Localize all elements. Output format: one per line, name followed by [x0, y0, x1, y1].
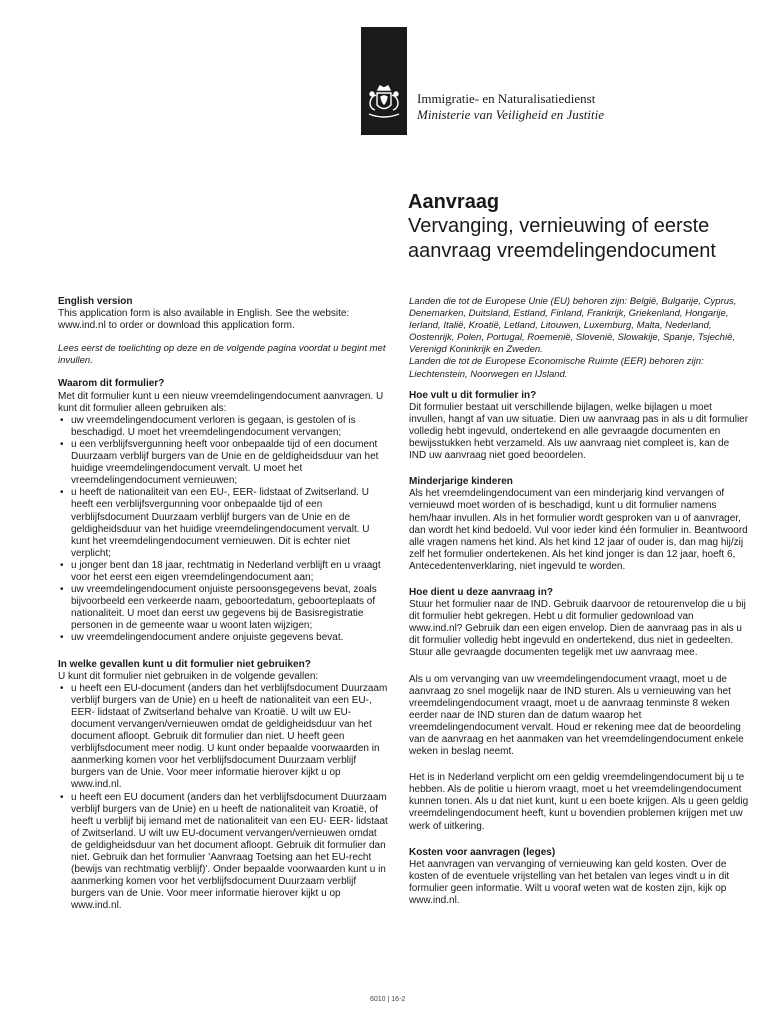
why-list — [58, 415, 388, 645]
right-column — [409, 296, 749, 907]
english-heading: English version — [58, 296, 133, 307]
footer-form-code: 6010 | 16-2 — [370, 996, 406, 1003]
submit-text: Stuur het formulier naar de IND. Gebruik daarvoor de retourenvelop die u bij dit formulier hebt gekregen. Hebt u dit formulier gedownload van www.ind.nl? Gebruik dan een eigen envelop. Dien de aanvraag pas in als u dit formulier volledig hebt ingevuld en ondertekend, dus niet in gedeelten. Stuur alle gevraagde documenten tegelijk met uw aanvraag mee. — [409, 599, 746, 659]
list-item: • uw vreemdelingendocument onjuiste persoonsgegevens bevat, zoals bijvoorbeeld een verkeerde naam, geboortedatum, geboorteplaats of nationaliteit. U moet dan eerst uw gegevens bij de Basisregistratie personen in de gemeente waar u woont laten wijzigen; — [58, 584, 388, 632]
page-title: Aanvraag — [408, 191, 500, 213]
fill-text: Dit formulier bestaat uit verschillende bijlagen, welke bijlagen u moet invullen, hangt af van uw situatie. Dien uw aanvraag pas in als u dit formulier volledig hebt ingevuld, ondertekend en alle gevraagde documenten en bewijsstukken hebt verzameld. Als uw aanvraag niet compleet is, kan de IND uw aanvraag niet goed beoordelen. — [409, 401, 749, 462]
why-heading: Waarom dit formulier? — [58, 378, 165, 390]
list-item: • u een verblijfsvergunning heeft voor onbepaalde tijd of een document Duurzaam verblijf burgers van de Unie en de geldigheidsduur van het huidige vreemdelingendocument vervalt. U moet het vreemdelingendocument vernieuwen; — [58, 439, 388, 487]
org-name: Immigratie- en Naturalisatiedienst — [417, 91, 596, 106]
list-item: • u heeft een EU document (anders dan het verblijfsdocument Duurzaam verblijf burgers van de Unie) en u heeft de nationaliteit van Kroatië, of heeft u verblijf bij iemand met de nationaliteit van een EU- EER- lidstaat of Zwitserland. U wilt uw EU-document vervangen/vernieuwen omdat de geldigheidsduur van het document afloopt. Gebruik dit formulier dan niet. Gebruik dan het formulier 'Aanvraag Toetsing aan het EU-recht (bewijs van rechtmatig verblijf)'. Onder bepaalde voorwaarden kunt u in aanmerking komen voor het verblijfsdocument Duurzaam verblijf burgers van de Unie. Voor meer informatie hierover kijkt u op www.ind.nl. — [58, 792, 388, 913]
not-intro: U kunt dit formulier niet gebruiken in de volgende gevallen: — [58, 670, 319, 682]
list-item: • u jonger bent dan 18 jaar, rechtmatig in Nederland verblijft en u vraagt voor het eerst een eigen vreemdelingendocument aan; — [58, 560, 388, 584]
costs-heading: Kosten voor aanvragen (leges) — [409, 846, 556, 858]
fill-heading: Hoe vult u dit formulier in? — [409, 389, 537, 401]
coat-of-arms-icon — [365, 83, 403, 123]
required-text: Het is in Nederland verplicht om een geldig vreemdelingendocument bij u te hebben. Als de politie u hierom vraagt, moet u het vreemdelingendocument kunnen tonen. Als u dat niet kunt, kunt u een boete krijgen. Als u geen geldig vreemdelingendocument heeft, kunt u bovendien problemen krijgen met uw werk of uitkering. — [409, 772, 749, 832]
list-item: • uw vreemdelingendocument verloren is gegaan, is gestolen of is beschadigd. U moet het vreemdelingendocument vervangen; — [58, 415, 388, 439]
list-item: • u heeft de nationaliteit van een EU-, EER- lidstaat of Zwitserland. U heeft een verblijfsvergunning voor onbepaalde tijd of een verblijfsdocument Duurzaam verblijf burgers van de Unie en de geldigheidsduur van het huidige vreemdelingendocument vervalt. U kunt het vreemdelingendocument vernieuwen. Dit is echter niet verplicht; — [58, 487, 388, 560]
english-text: This application form is also available in English. See the website: www.ind.nl to order or download this application form. — [58, 308, 350, 332]
eu-countries-note: Landen die tot de Europese Unie (EU) behoren zijn: België, Bulgarije, Cyprus, Denemarken, Duitsland, Estland, Finland, Frankrijk, Griekenland, Hongarije, Ierland, Italië, Kroatië, Letland, Litouwen, Luxemburg, Malta, Nederland, Oostenrijk, Polen, Portugal, Roemenië, Slovenië, Slowakije, Spanje, Tsjechië, Verenigd Koninkrijk en Zweden. — [409, 296, 737, 356]
logo-bar — [361, 27, 407, 135]
not-list — [58, 683, 388, 913]
costs-text: Het aanvragen van vervanging of vernieuwing kan geld kosten. Over de kosten of de eventuele vrijstelling van het betalen van leges vindt u in dit formulier geen informatie. Wilt u vooraf weten wat de kosten zijn, kijk op www.ind.nl. — [409, 858, 730, 907]
not-heading: In welke gevallen kunt u dit formulier niet gebruiken? — [58, 658, 311, 670]
submit-heading: Hoe dient u deze aanvraag in? — [409, 586, 553, 598]
list-item: • uw vreemdelingendocument andere onjuiste gegevens bevat. — [58, 632, 388, 644]
page-subtitle: Vervanging, vernieuwing of eerste aanvraag vreemdelingendocument — [408, 215, 716, 262]
list-item: • u heeft een EU-document (anders dan het verblijfsdocument Duurzaam verblijf burgers van de Unie) en u heeft de nationaliteit van een EU-, EER- lidstaat of Zwitserland behalve van Kroatië. U wilt uw EU-document vervangen/vernieuwen omdat de geldigheidsduur van het document afloopt. Gebruik dit formulier dan niet. U heeft geen verblijfsdocument meer nodig. U kunt onder bepaalde voorwaarden in aanmerking komen voor het verblijfsdocument Duurzaam verblijf burgers van de Unie. Voor meer informatie hierover kijkt u op www.ind.nl. — [58, 683, 388, 792]
read-first-note: Lees eerst de toelichting op deze en de volgende pagina voordat u begint met invullen. — [58, 343, 386, 367]
ministry-name: Ministerie van Veiligheid en Justitie — [417, 107, 605, 122]
replace-text: Als u om vervanging van uw vreemdelingendocument vraagt, moet u de aanvraag zo snel mogelijk naar de IND sturen. Als u vernieuwing van het vreemdelingendocument vraagt, moet u de aanvraag tenminste 8 weken eerder naar de IND sturen dan de datum waarop het vreemdelingendocument vervalt. Houd er rekening mee dat de beoordeling van de aanvraag en het aanmaken van het vreemdelingendocument enkele weken in beslag neemt. — [409, 673, 744, 758]
minor-text: Als het vreemdelingendocument van een minderjarig kind vervangen of vernieuwd moet worden of is beschadigd, kunt u dit formulier namens hem/haar invullen. Als in het formulier wordt gesproken van u of aanvrager, dan wordt het kind bedoeld. Vul voor ieder kind één formulier in. Beantwoord alle vragen namens het kind. Als het kind 12 jaar of ouder is, dan mag hij/zij zelf het formulier ondertekenen. Als het kind jonger is dan 12 jaar, hoeft 6, Antecedentenverklaring, niet ingevuld te worden. — [409, 488, 748, 572]
why-intro: Met dit formulier kunt u een nieuw vreemdelingendocument aanvragen. U kunt dit formulier alleen gebruiken als: — [58, 390, 384, 414]
left-column — [58, 296, 388, 913]
minor-heading: Minderjarige kinderen — [409, 476, 513, 488]
eer-countries-note: Landen die tot de Europese Economische Ruimte (EER) behoren zijn: Liechtenstein, Noorwegen en IJsland. — [409, 356, 704, 380]
